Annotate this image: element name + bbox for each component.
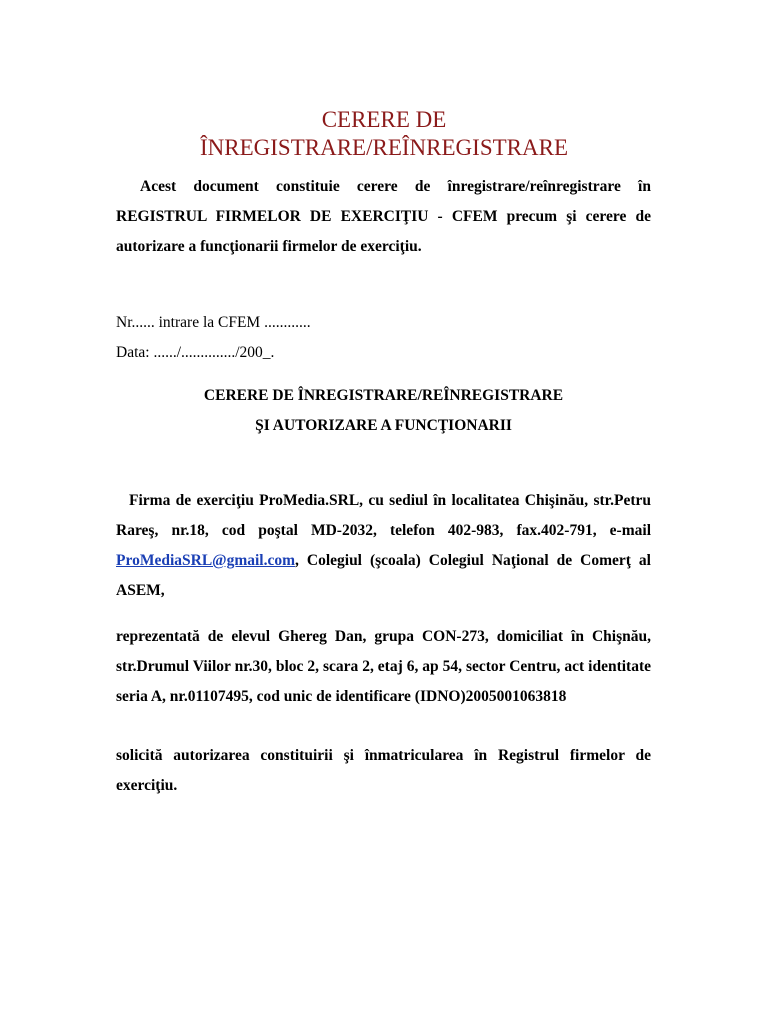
intro-paragraph: Acest document constituie cerere de înregistrare/reînregistrare în REGISTRUL FIRMELOR DE EXERCIŢIU - CFEM precum şi cerere de autorizare a funcţionarii firmelor de exerciţiu. bbox=[116, 178, 651, 255]
document-title-line-2: ÎNREGISTRARE/REÎNREGISTRARE bbox=[200, 135, 568, 160]
request-heading-line-2: ŞI AUTORIZARE A FUNCŢIONARII bbox=[255, 417, 512, 434]
firm-text-after-email: , Colegiul (şcoala) Colegiul Naţional de Comerţ al ASEM, bbox=[116, 552, 651, 599]
request-heading-line-1: CERERE DE ÎNREGISTRARE/REÎNREGISTRARE bbox=[203, 387, 564, 404]
entry-date-line: Data: ....../............../200_. bbox=[116, 344, 275, 361]
entry-number-line: Nr...... intrare la CFEM ............ bbox=[116, 314, 311, 331]
firm-email-link[interactable]: ProMediaSRL@gmail.com bbox=[116, 552, 296, 569]
document-title-line-1: CERERE DE bbox=[321, 107, 447, 132]
representative-paragraph: reprezentată de elevul Ghereg Dan, grupa CON-273, domiciliat în Chişnău, str.Drumul Viilor nr.30, bloc 2, scara 2, etaj 6, ap 54, sector Centru, act identitate seria A, nr.01107495, cod unic de identificare (IDNO)2005001063818 bbox=[116, 628, 651, 705]
request-paragraph: solicită autorizarea constituirii şi înmatricularea în Registrul firmelor de exerciţiu. bbox=[116, 747, 651, 794]
firm-text-before-email: Firma de exerciţiu ProMedia.SRL, cu sediul în localitatea Chişinău, str.Petru Rareş, nr.18, cod poştal MD-2032, telefon 402-983, fax.402-791, e-mail bbox=[116, 492, 651, 539]
firm-paragraph bbox=[116, 486, 651, 606]
